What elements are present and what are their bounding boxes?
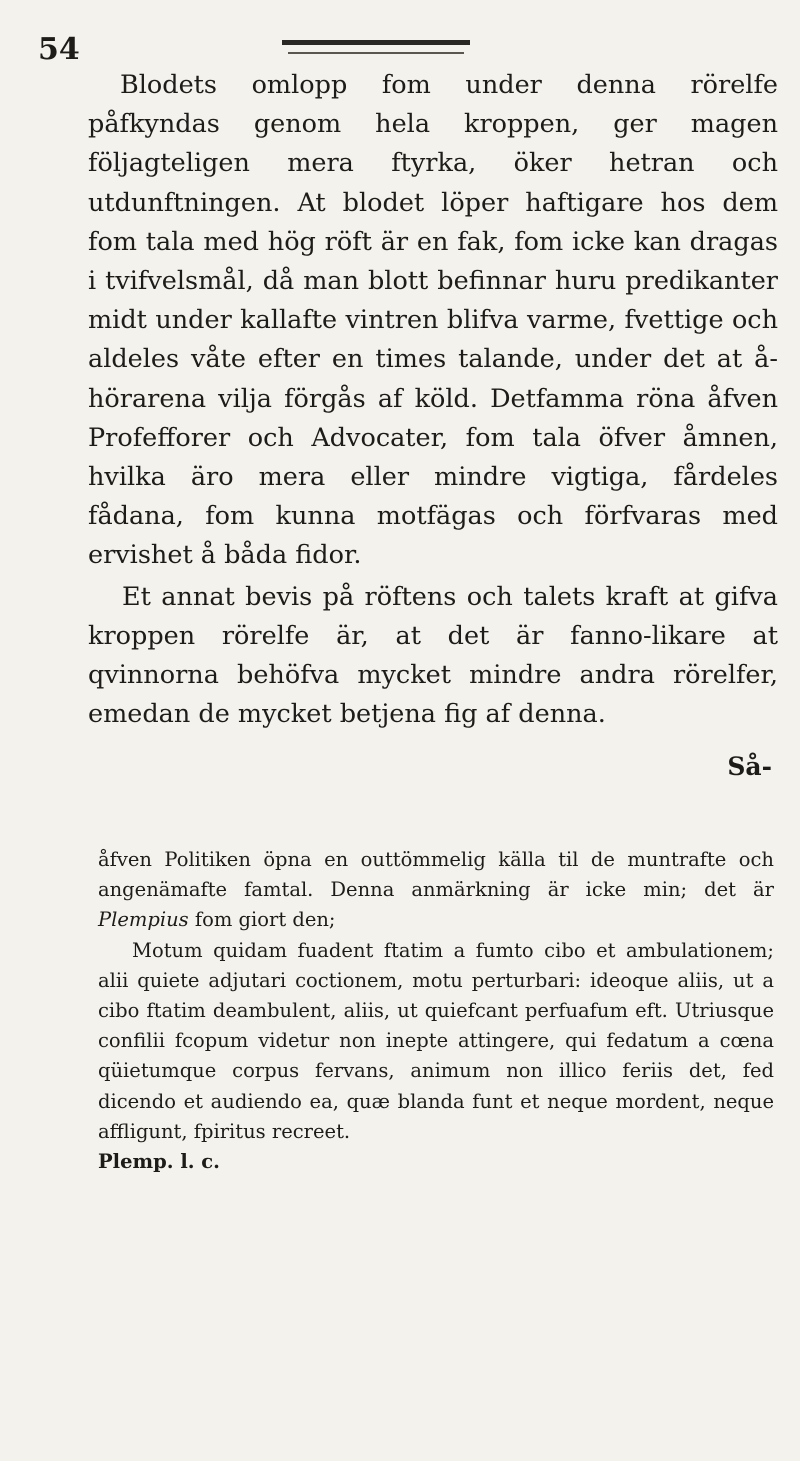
footnote-intro (98, 845, 774, 936)
footnote-author: Plempius (98, 908, 189, 932)
footnote-source: Plemp. l. c. (98, 1150, 220, 1174)
main-text (88, 66, 778, 734)
paragraph-blood-circulation: Blodets omlopp fom under denna rörelfe påfkyndas genom hela kroppen, ger magen följagteligen mera ftyrka, öker hetran och utdunftningen. At blodet löper haftigare hos dem fom tala med hög röft är en fak, fom icke kan dragas i tvifvelsmål, då man blott befinnar huru predikanter midt under kallafte vintren blifva varme, fvettige och aldeles våte efter en times talande, under det at å-hörarena vilja förgås af köld. Detfamma röna åfven Profefforer och Advocater, fom tala öfver åmnen, hvilka äro mera eller mindre vigtiga, fårdeles fådana, fom kunna motfägas och förfvaras med ervishet å båda fidor. (88, 70, 778, 571)
paragraph-voice-proof: Et annat bevis på röftens och talets kraft at gifva kroppen rörelfe är, at det är fanno-likare at qvinnorna behöfva mycket mindre andra rörelfer, emedan de mycket betjena fig af denna. (88, 581, 778, 730)
footnote-intro-end: fom giort den; (188, 908, 336, 932)
catchword: Så- (727, 752, 772, 781)
footnote (98, 845, 774, 1177)
page-number: 54 (38, 32, 80, 67)
footnote-latin-quote: Motum quidam fuadent ftatim a fumto cibo et ambulationem; alii quiete adjutari coctionem, motu perturbari: ideoque aliis, ut a cibo ftatim deambulent, aliis, ut quiefcant perfuafum eft. Utriusque confilii fcopum videtur non inepte attingere, qui fedatum a cœna qüietumque corpus fervans, animum non illico feriis det, fed dicendo et audiendo ea, quæ blanda funt et neque mordent, neque affligunt, fpiritus recreet. (98, 938, 774, 1143)
footnote-intro-text: åfven Politiken öpna en outtömmelig källa til de muntrafte och angenämafte famtal. Denna anmärkning är icke min; det är (98, 848, 774, 902)
header-ornament-rule-thin (288, 52, 464, 54)
header-ornament-rule (282, 40, 470, 45)
